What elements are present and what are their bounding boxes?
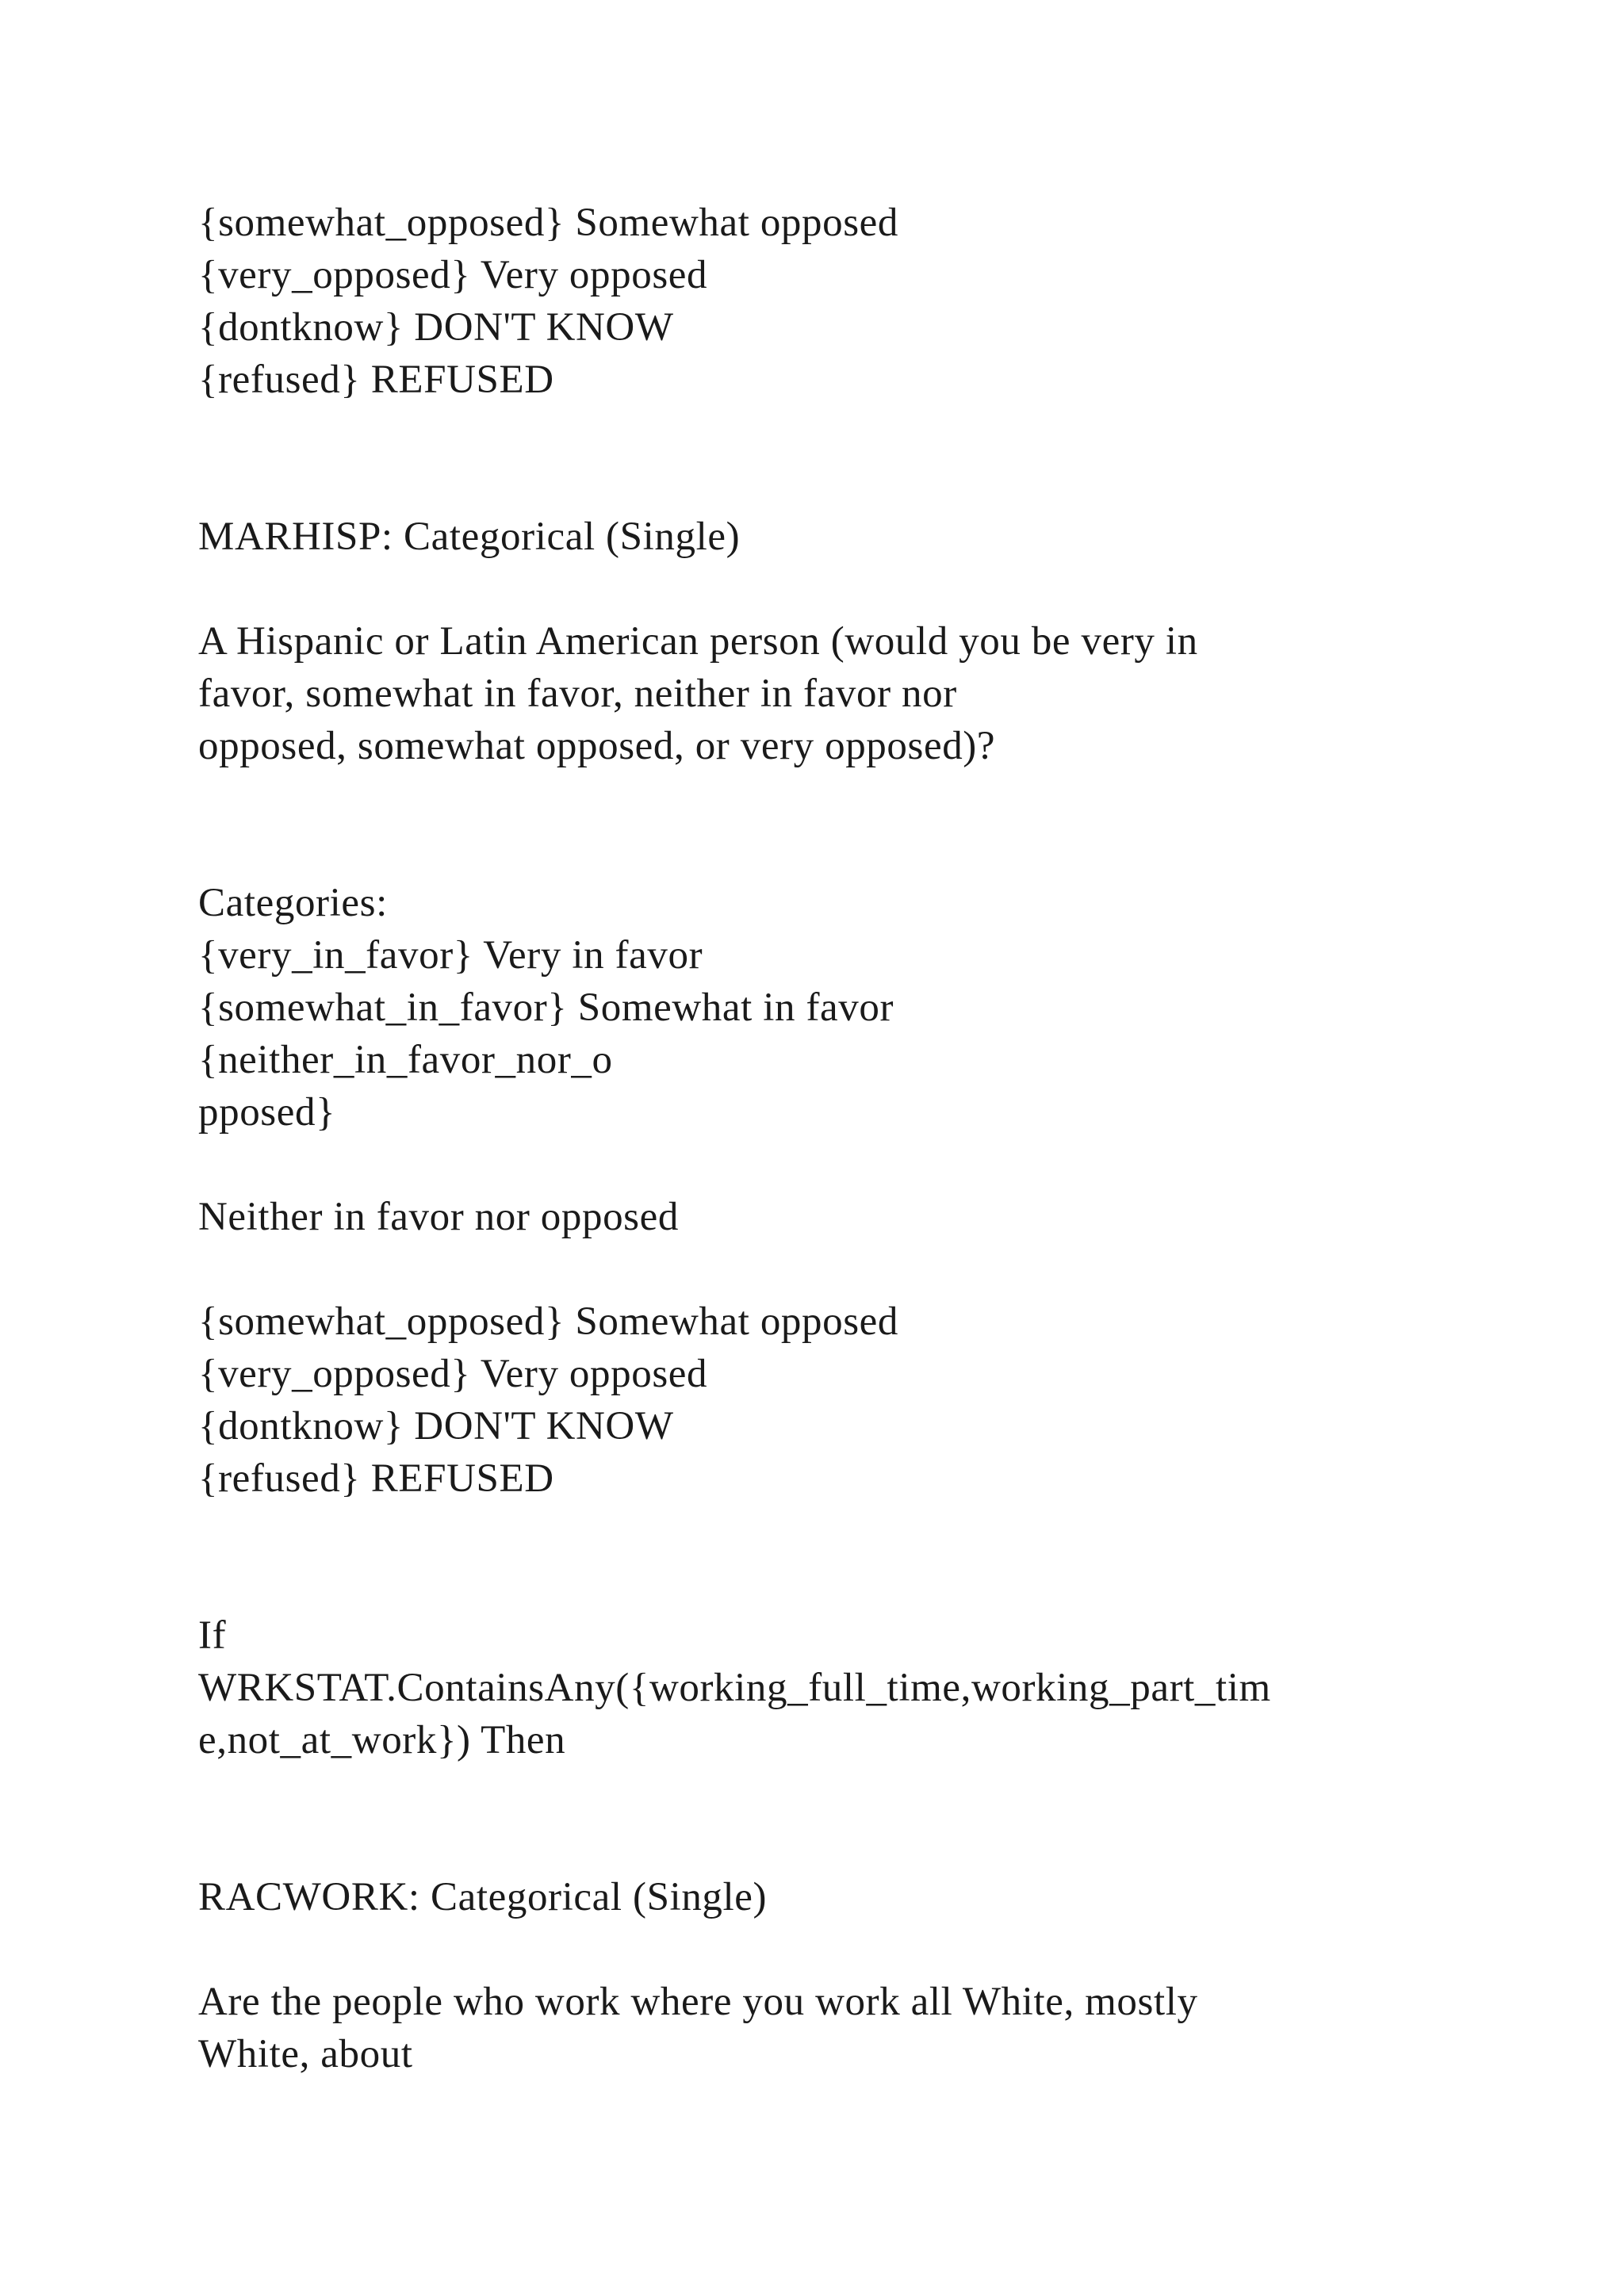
category-somewhat-in-favor: {somewhat_in_favor} Somewhat in favor <box>198 985 894 1030</box>
question-heading-racwork: RACWORK: Categorical (Single) <box>198 1875 768 1919</box>
category-refused: {refused} REFUSED <box>198 358 554 402</box>
condition-line: e,not_at_work}) Then <box>198 1718 566 1762</box>
question-text-line: White, about <box>198 2032 413 2076</box>
category-somewhat-opposed: {somewhat_opposed} Somewhat opposed <box>198 201 899 245</box>
category-neither-code-part2: pposed} <box>198 1090 336 1135</box>
question-heading-marhisp: MARHISP: Categorical (Single) <box>198 515 741 559</box>
condition-line: If <box>198 1613 227 1658</box>
category-refused: {refused} REFUSED <box>198 1456 554 1501</box>
category-dontknow: {dontknow} DON'T KNOW <box>198 1404 674 1448</box>
question-text-line: Are the people who work where you work all White, mostly <box>198 1980 1198 2024</box>
condition-line: WRKSTAT.ContainsAny({working_full_time,working_part_tim <box>198 1666 1271 1710</box>
question-text-line: favor, somewhat in favor, neither in favor nor <box>198 672 957 716</box>
category-very-in-favor: {very_in_favor} Very in favor <box>198 933 703 978</box>
category-somewhat-opposed: {somewhat_opposed} Somewhat opposed <box>198 1299 899 1344</box>
categories-label: Categories: <box>198 881 388 925</box>
question-text-line: opposed, somewhat opposed, or very opposed)? <box>198 724 996 768</box>
category-neither-code-part1: {neither_in_favor_nor_o <box>198 1038 613 1082</box>
category-very-opposed: {very_opposed} Very opposed <box>198 253 708 297</box>
category-very-opposed: {very_opposed} Very opposed <box>198 1352 708 1396</box>
question-text-line: A Hispanic or Latin American person (would you be very in <box>198 619 1198 664</box>
category-neither-label: Neither in favor nor opposed <box>198 1195 679 1239</box>
category-dontknow: {dontknow} DON'T KNOW <box>198 305 674 350</box>
